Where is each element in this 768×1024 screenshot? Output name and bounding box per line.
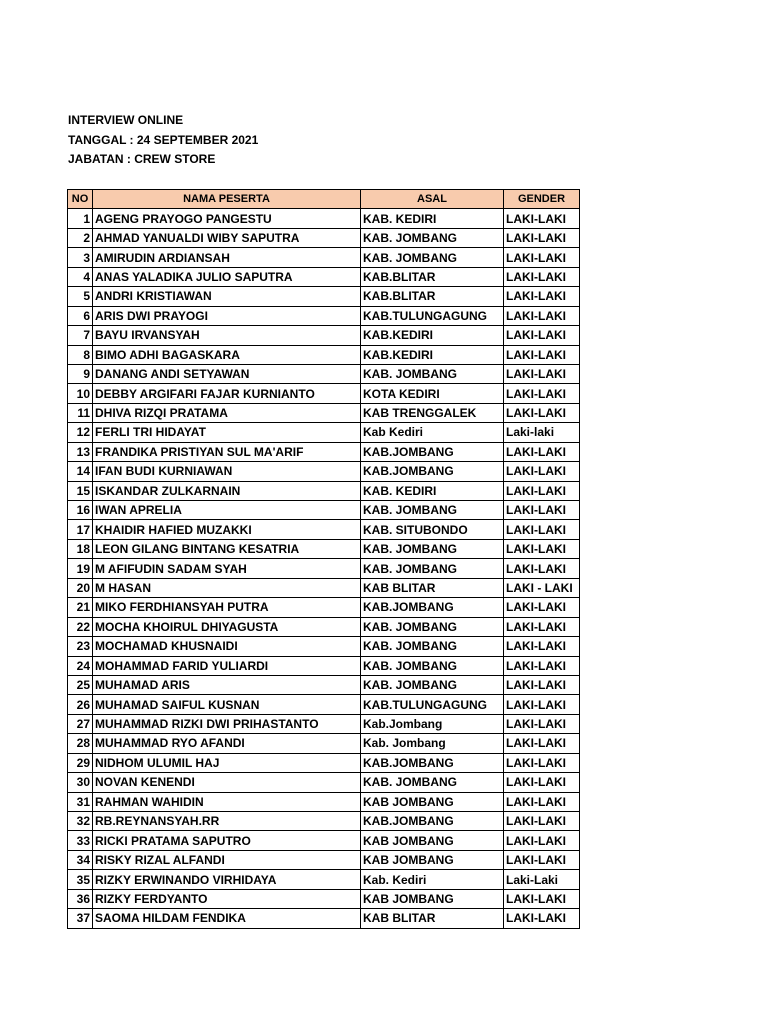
table-row (68, 850, 580, 869)
cell-nama-peserta: RIZKY ERWINANDO VIRHIDAYA (93, 870, 361, 889)
cell-asal: KAB JOMBANG (361, 792, 504, 811)
cell-asal: KAB. JOMBANG (361, 539, 504, 558)
cell-asal: KAB JOMBANG (361, 850, 504, 869)
cell-gender: LAKI-LAKI (504, 442, 580, 461)
table-row (68, 442, 580, 461)
cell-gender: LAKI-LAKI (504, 909, 580, 928)
table-row (68, 734, 580, 753)
cell-asal: KAB.TULUNGAGUNG (361, 695, 504, 714)
cell-gender: LAKI-LAKI (504, 695, 580, 714)
cell-asal: KAB JOMBANG (361, 889, 504, 908)
cell-gender: LAKI-LAKI (504, 714, 580, 733)
table-body (68, 209, 580, 928)
cell-asal: KAB. JOMBANG (361, 248, 504, 267)
cell-gender: LAKI-LAKI (504, 539, 580, 558)
table-row (68, 831, 580, 850)
cell-asal: KAB.JOMBANG (361, 812, 504, 831)
document-title: INTERVIEW ONLINE (68, 113, 184, 127)
cell-asal: KOTA KEDIRI (361, 384, 504, 403)
cell-no: 29 (68, 753, 93, 772)
cell-nama-peserta: NOVAN KENENDI (93, 773, 361, 792)
table-row (68, 326, 580, 345)
cell-asal: Kab. Jombang (361, 734, 504, 753)
cell-asal: KAB.KEDIRI (361, 326, 504, 345)
cell-no: 14 (68, 462, 93, 481)
cell-gender: LAKI-LAKI (504, 559, 580, 578)
cell-nama-peserta: IWAN APRELIA (93, 501, 361, 520)
table-row (68, 364, 580, 383)
cell-asal: KAB. JOMBANG (361, 773, 504, 792)
cell-nama-peserta: AMIRUDIN ARDIANSAH (93, 248, 361, 267)
cell-asal: KAB BLITAR (361, 909, 504, 928)
cell-no: 34 (68, 850, 93, 869)
header-row (68, 190, 580, 209)
cell-asal: KAB.JOMBANG (361, 598, 504, 617)
cell-gender: LAKI-LAKI (504, 481, 580, 500)
cell-asal: KAB. JOMBANG (361, 501, 504, 520)
cell-gender: LAKI-LAKI (504, 850, 580, 869)
cell-gender: LAKI - LAKI (504, 578, 580, 597)
cell-nama-peserta: DHIVA RIZQI PRATAMA (93, 403, 361, 422)
table-row (68, 753, 580, 772)
cell-no: 16 (68, 501, 93, 520)
cell-no: 25 (68, 675, 93, 694)
cell-asal: KAB. JOMBANG (361, 559, 504, 578)
cell-no: 13 (68, 442, 93, 461)
cell-nama-peserta: FRANDIKA PRISTIYAN SUL MA'ARIF (93, 442, 361, 461)
cell-no: 32 (68, 812, 93, 831)
cell-nama-peserta: ISKANDAR ZULKARNAIN (93, 481, 361, 500)
cell-no: 30 (68, 773, 93, 792)
cell-asal: KAB.BLITAR (361, 287, 504, 306)
table-row (68, 792, 580, 811)
cell-gender: LAKI-LAKI (504, 228, 580, 247)
cell-nama-peserta: MOCHAMAD KHUSNAIDI (93, 637, 361, 656)
table-row (68, 812, 580, 831)
cell-asal: KAB. JOMBANG (361, 228, 504, 247)
cell-gender: LAKI-LAKI (504, 792, 580, 811)
table-row (68, 228, 580, 247)
cell-no: 24 (68, 656, 93, 675)
cell-asal: KAB. KEDIRI (361, 209, 504, 228)
cell-nama-peserta: RB.REYNANSYAH.RR (93, 812, 361, 831)
table-header (68, 190, 580, 209)
cell-nama-peserta: MOHAMMAD FARID YULIARDI (93, 656, 361, 675)
cell-gender: LAKI-LAKI (504, 734, 580, 753)
table-row (68, 287, 580, 306)
cell-no: 3 (68, 248, 93, 267)
cell-asal: Kab. Kediri (361, 870, 504, 889)
cell-nama-peserta: FERLI TRI HIDAYAT (93, 423, 361, 442)
table-row (68, 209, 580, 228)
table-row (68, 520, 580, 539)
cell-gender: LAKI-LAKI (504, 889, 580, 908)
cell-no: 4 (68, 267, 93, 286)
cell-gender: LAKI-LAKI (504, 209, 580, 228)
cell-gender: LAKI-LAKI (504, 462, 580, 481)
cell-no: 26 (68, 695, 93, 714)
cell-gender: LAKI-LAKI (504, 598, 580, 617)
cell-asal: KAB. JOMBANG (361, 656, 504, 675)
cell-asal: KAB.KEDIRI (361, 345, 504, 364)
cell-nama-peserta: LEON GILANG BINTANG KESATRIA (93, 539, 361, 558)
table-row (68, 637, 580, 656)
cell-gender: LAKI-LAKI (504, 384, 580, 403)
cell-no: 2 (68, 228, 93, 247)
table-row (68, 909, 580, 928)
cell-nama-peserta: SAOMA HILDAM FENDIKA (93, 909, 361, 928)
cell-nama-peserta: M HASAN (93, 578, 361, 597)
cell-nama-peserta: ANDRI KRISTIAWAN (93, 287, 361, 306)
cell-nama-peserta: AHMAD YANUALDI WIBY SAPUTRA (93, 228, 361, 247)
document-header (68, 111, 258, 170)
cell-gender: LAKI-LAKI (504, 656, 580, 675)
table-row (68, 423, 580, 442)
column-header-gender: GENDER (504, 190, 580, 209)
table-row (68, 462, 580, 481)
cell-nama-peserta: M AFIFUDIN SADAM SYAH (93, 559, 361, 578)
cell-no: 18 (68, 539, 93, 558)
cell-no: 37 (68, 909, 93, 928)
cell-nama-peserta: RISKY RIZAL ALFANDI (93, 850, 361, 869)
table-row (68, 306, 580, 325)
cell-asal: Kab.Jombang (361, 714, 504, 733)
cell-nama-peserta: BAYU IRVANSYAH (93, 326, 361, 345)
cell-asal: KAB. KEDIRI (361, 481, 504, 500)
table-row (68, 870, 580, 889)
cell-gender: LAKI-LAKI (504, 501, 580, 520)
table-row (68, 501, 580, 520)
table-row (68, 714, 580, 733)
cell-no: 11 (68, 403, 93, 422)
table-row (68, 889, 580, 908)
table-row (68, 675, 580, 694)
cell-nama-peserta: ANAS YALADIKA JULIO SAPUTRA (93, 267, 361, 286)
job-position: JABATAN : CREW STORE (68, 152, 216, 166)
table-row (68, 539, 580, 558)
cell-no: 5 (68, 287, 93, 306)
cell-gender: LAKI-LAKI (504, 364, 580, 383)
table-row (68, 598, 580, 617)
cell-nama-peserta: DEBBY ARGIFARI FAJAR KURNIANTO (93, 384, 361, 403)
cell-nama-peserta: ARIS DWI PRAYOGI (93, 306, 361, 325)
cell-asal: KAB. JOMBANG (361, 617, 504, 636)
cell-no: 36 (68, 889, 93, 908)
cell-nama-peserta: NIDHOM ULUMIL HAJ (93, 753, 361, 772)
table-row (68, 345, 580, 364)
table-row (68, 384, 580, 403)
cell-no: 21 (68, 598, 93, 617)
cell-nama-peserta: MUHAMMAD RYO AFANDI (93, 734, 361, 753)
interview-date: TANGGAL : 24 SEPTEMBER 2021 (68, 132, 259, 147)
cell-no: 1 (68, 209, 93, 228)
cell-nama-peserta: MUHAMAD ARIS (93, 675, 361, 694)
cell-gender: Laki-Laki (504, 870, 580, 889)
table-row (68, 403, 580, 422)
cell-asal: Kab Kediri (361, 423, 504, 442)
table-row (68, 578, 580, 597)
cell-nama-peserta: KHAIDIR HAFIED MUZAKKI (93, 520, 361, 539)
table-row (68, 773, 580, 792)
cell-nama-peserta: RIZKY FERDYANTO (93, 889, 361, 908)
cell-no: 27 (68, 714, 93, 733)
cell-gender: Laki-laki (504, 423, 580, 442)
cell-no: 7 (68, 326, 93, 345)
cell-no: 31 (68, 792, 93, 811)
table-row (68, 481, 580, 500)
cell-no: 10 (68, 384, 93, 403)
cell-asal: KAB. JOMBANG (361, 675, 504, 694)
table-row (68, 248, 580, 267)
table-row (68, 559, 580, 578)
cell-asal: KAB TRENGGALEK (361, 403, 504, 422)
cell-gender: LAKI-LAKI (504, 675, 580, 694)
cell-gender: LAKI-LAKI (504, 520, 580, 539)
cell-nama-peserta: MOCHA KHOIRUL DHIYAGUSTA (93, 617, 361, 636)
cell-asal: KAB. JOMBANG (361, 364, 504, 383)
cell-gender: LAKI-LAKI (504, 248, 580, 267)
cell-asal: KAB.JOMBANG (361, 753, 504, 772)
cell-gender: LAKI-LAKI (504, 306, 580, 325)
cell-nama-peserta: DANANG ANDI SETYAWAN (93, 364, 361, 383)
cell-no: 33 (68, 831, 93, 850)
cell-no: 17 (68, 520, 93, 539)
cell-gender: LAKI-LAKI (504, 812, 580, 831)
cell-gender: LAKI-LAKI (504, 326, 580, 345)
cell-no: 22 (68, 617, 93, 636)
cell-asal: KAB. SITUBONDO (361, 520, 504, 539)
cell-no: 28 (68, 734, 93, 753)
cell-gender: LAKI-LAKI (504, 345, 580, 364)
cell-nama-peserta: RAHMAN WAHIDIN (93, 792, 361, 811)
cell-no: 6 (68, 306, 93, 325)
cell-no: 35 (68, 870, 93, 889)
cell-nama-peserta: RICKI PRATAMA SAPUTRO (93, 831, 361, 850)
cell-no: 15 (68, 481, 93, 500)
column-header-nama-peserta: NAMA PESERTA (93, 190, 361, 209)
table-row (68, 656, 580, 675)
cell-gender: LAKI-LAKI (504, 831, 580, 850)
cell-asal: KAB.JOMBANG (361, 462, 504, 481)
cell-no: 8 (68, 345, 93, 364)
cell-asal: KAB.JOMBANG (361, 442, 504, 461)
cell-gender: LAKI-LAKI (504, 403, 580, 422)
cell-gender: LAKI-LAKI (504, 287, 580, 306)
cell-gender: LAKI-LAKI (504, 637, 580, 656)
cell-no: 20 (68, 578, 93, 597)
table-row (68, 267, 580, 286)
cell-nama-peserta: MIKO FERDHIANSYAH PUTRA (93, 598, 361, 617)
cell-no: 9 (68, 364, 93, 383)
table-row (68, 695, 580, 714)
cell-asal: KAB BLITAR (361, 578, 504, 597)
cell-gender: LAKI-LAKI (504, 617, 580, 636)
cell-no: 19 (68, 559, 93, 578)
participant-table (67, 189, 580, 929)
column-header-no: NO (68, 190, 93, 209)
cell-no: 12 (68, 423, 93, 442)
cell-nama-peserta: MUHAMMAD RIZKI DWI PRIHASTANTO (93, 714, 361, 733)
cell-nama-peserta: MUHAMAD SAIFUL KUSNAN (93, 695, 361, 714)
cell-asal: KAB.BLITAR (361, 267, 504, 286)
cell-nama-peserta: BIMO ADHI BAGASKARA (93, 345, 361, 364)
cell-asal: KAB.TULUNGAGUNG (361, 306, 504, 325)
cell-asal: KAB. JOMBANG (361, 637, 504, 656)
cell-gender: LAKI-LAKI (504, 773, 580, 792)
cell-nama-peserta: IFAN BUDI KURNIAWAN (93, 462, 361, 481)
cell-nama-peserta: AGENG PRAYOGO PANGESTU (93, 209, 361, 228)
cell-gender: LAKI-LAKI (504, 753, 580, 772)
table-row (68, 617, 580, 636)
cell-no: 23 (68, 637, 93, 656)
cell-gender: LAKI-LAKI (504, 267, 580, 286)
column-header-asal: ASAL (361, 190, 504, 209)
cell-asal: KAB JOMBANG (361, 831, 504, 850)
